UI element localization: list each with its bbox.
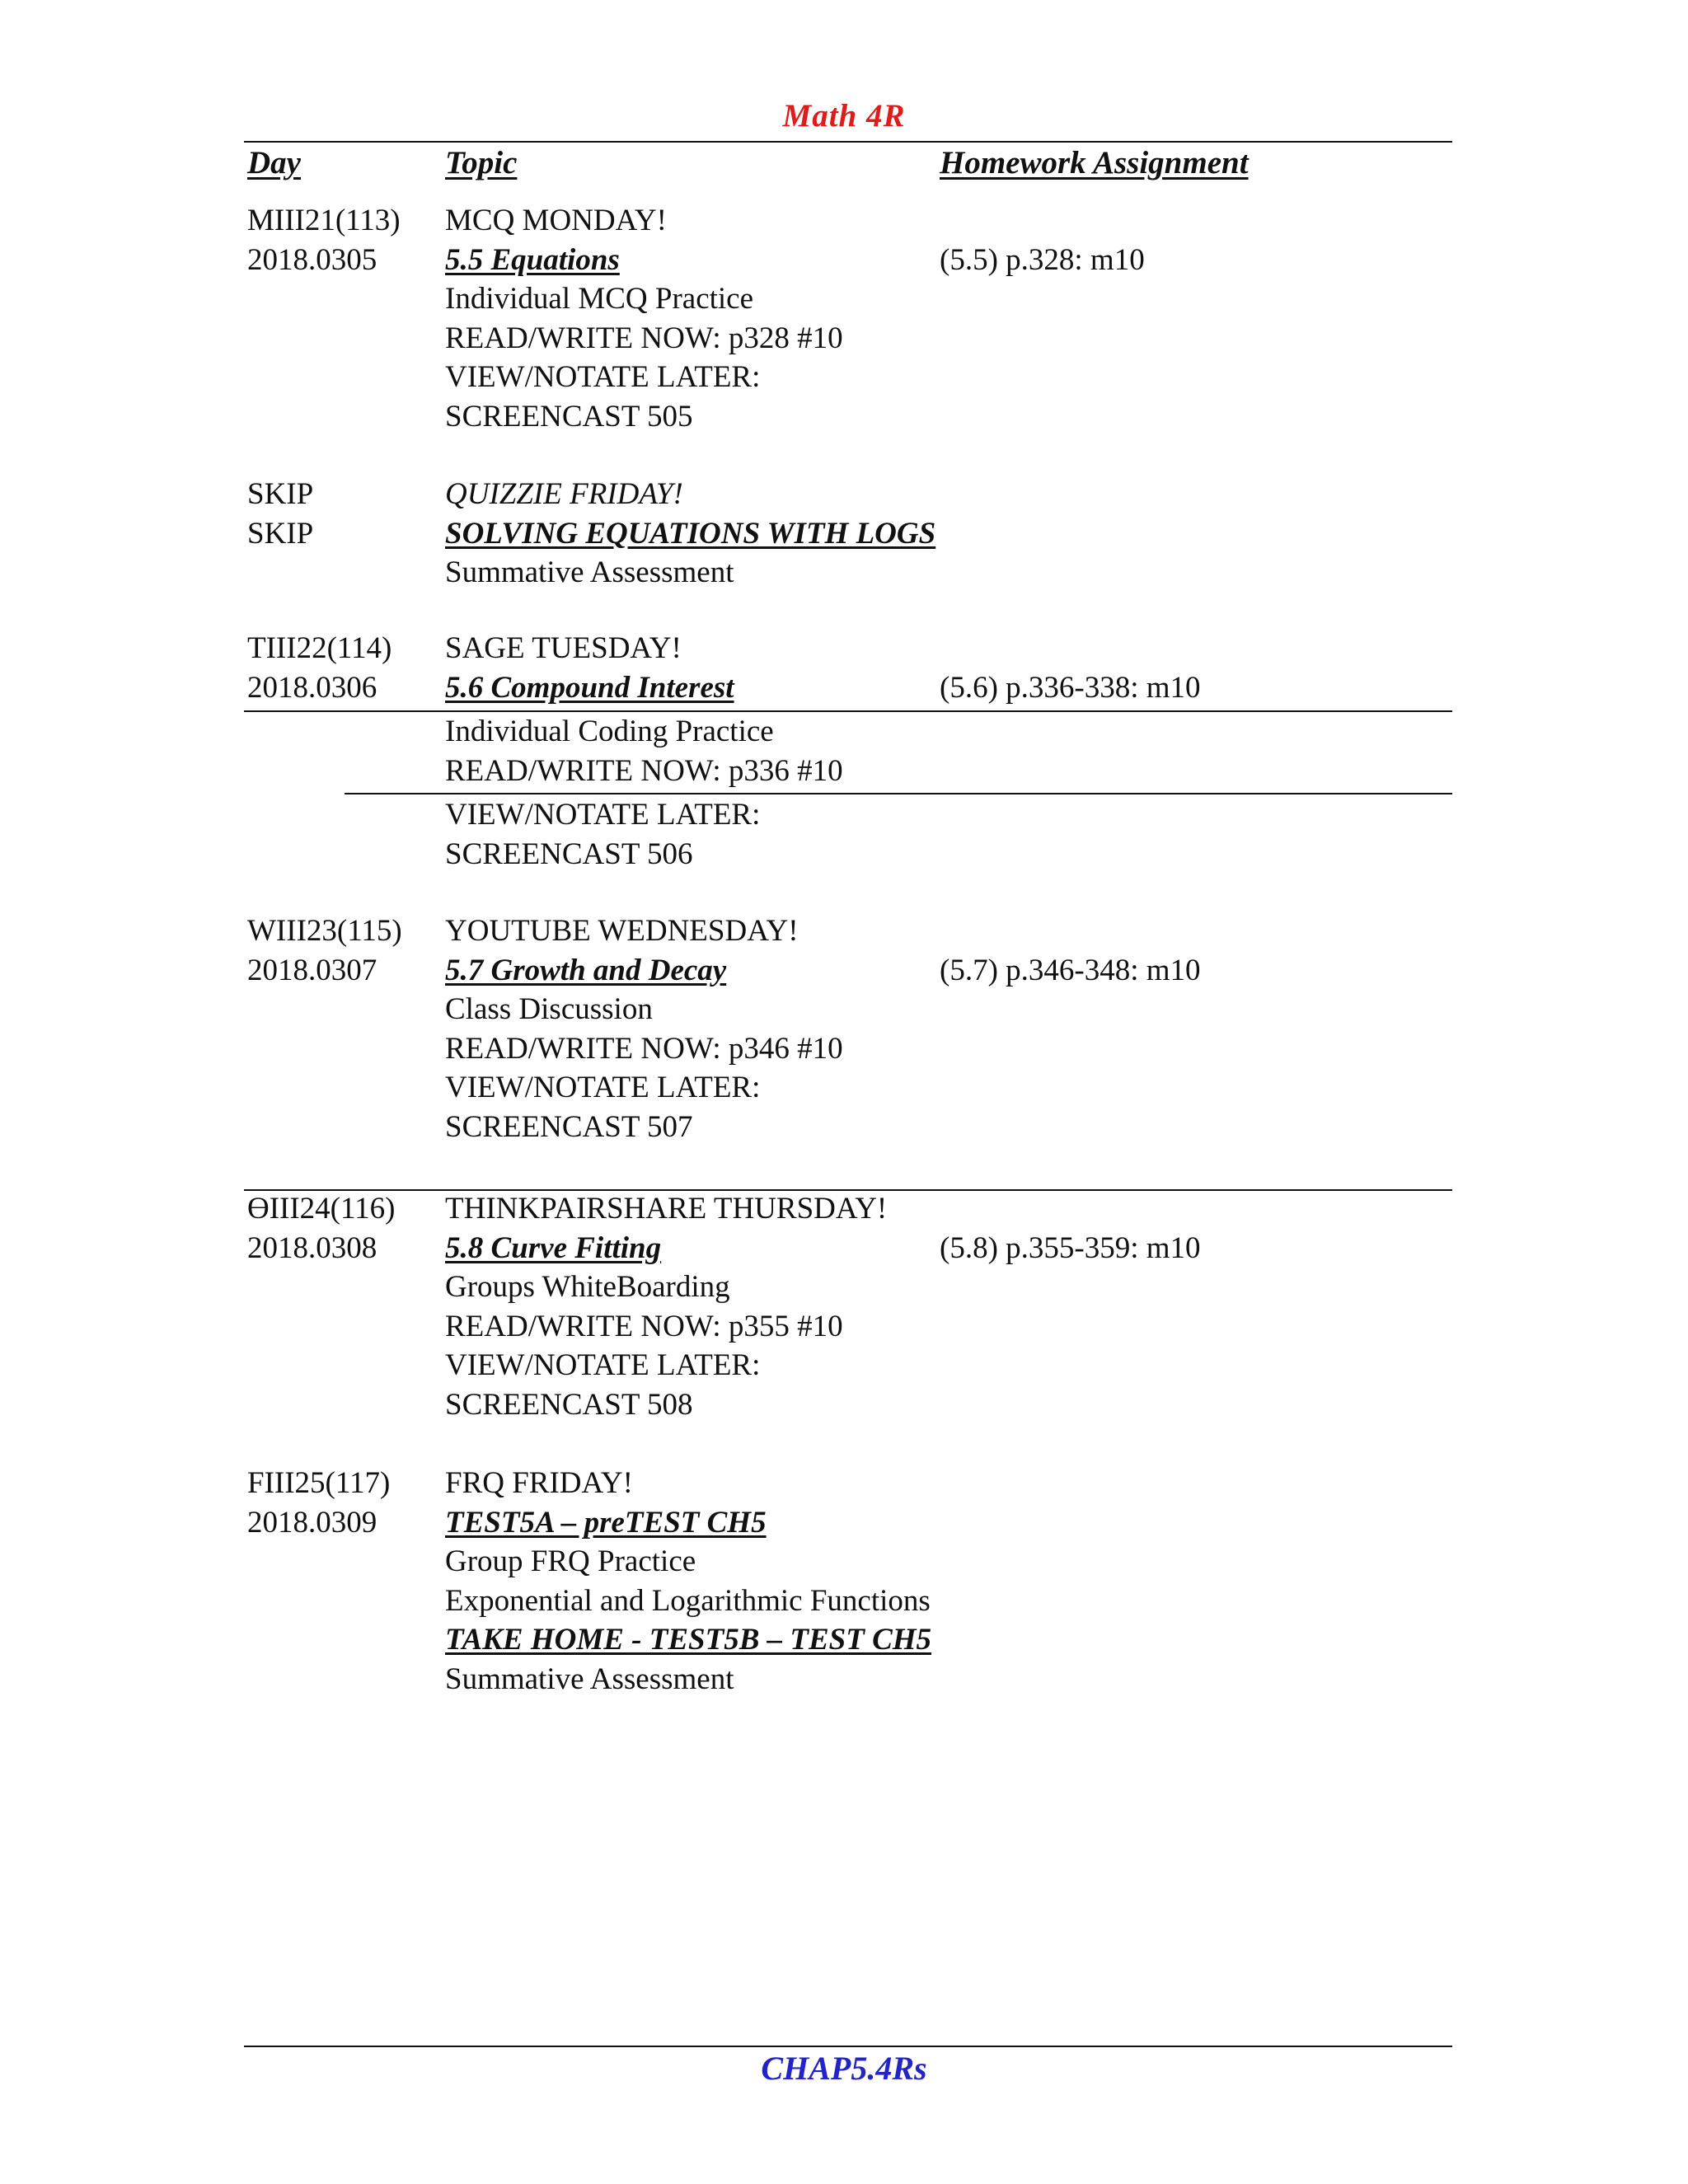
screencast: SCREENCAST 507 [445,1109,693,1144]
day-date: 2018.0305 [247,242,377,277]
homework-assignment: (5.7) p.346-348: m10 [940,953,1201,987]
read-write-now: READ/WRITE NOW: p328 #10 [445,321,843,355]
read-write-now: READ/WRITE NOW: p336 #10 [445,753,843,788]
lesson-title: SOLVING EQUATIONS WITH LOGS [445,516,936,551]
screencast: SCREENCAST 506 [445,837,693,871]
entry-topic [445,475,935,593]
day-theme: MCQ MONDAY! [445,204,667,237]
day-date: SKIP [247,516,314,551]
table-rule [244,710,1452,712]
entry-topic-continued [445,712,843,790]
page-footer: CHAP5.4Rs [761,2050,927,2087]
day-code: MIII21(113) [247,204,401,237]
activity: Groups WhiteBoarding [445,1270,730,1304]
entry-day [247,1464,390,1542]
activity: Summative Assessment [445,555,734,589]
day-theme: QUIZZIE FRIDAY! [445,477,683,511]
header-top-rule [244,141,1452,143]
day-code: FIII25(117) [247,1466,391,1500]
entry-day [247,1189,395,1268]
read-write-now: READ/WRITE NOW: p346 #10 [445,1031,843,1066]
day-code: SKIP [247,477,314,511]
lesson-title-secondary: TAKE HOME - TEST5B – TEST CH5 [445,1623,932,1657]
lesson-title: 5.6 Compound Interest [445,670,734,705]
day-code: TIII22(114) [247,631,392,665]
day-code: ӨIII24(116) [247,1192,396,1226]
entry-topic-continued [445,795,760,874]
day-theme: THINKPAIRSHARE THURSDAY! [445,1192,888,1226]
day-date: 2018.0306 [247,670,377,705]
screencast: SCREENCAST 508 [445,1387,693,1422]
day-code: WIII23(115) [247,914,402,948]
view-notate-later: VIEW/NOTATE LATER: [445,360,761,394]
activity: Group FRQ Practice [445,1544,696,1578]
footer-rule [244,2046,1452,2047]
homework-assignment: (5.8) p.355-359: m10 [940,1230,1201,1265]
entry-day [247,201,401,279]
entry-day [247,629,392,707]
lesson-title: TEST5A – preTEST CH5 [445,1505,767,1540]
day-date: 2018.0308 [247,1230,377,1265]
day-theme: YOUTUBE WEDNESDAY! [445,914,799,948]
column-header-topic: Topic [445,145,518,180]
activity: Individual Coding Practice [445,715,774,748]
page-title: Math 4R [782,98,906,134]
column-header-homework: Homework Assignment [940,145,1249,180]
view-notate-later: VIEW/NOTATE LATER: [445,798,761,832]
day-date: 2018.0307 [247,953,377,987]
day-date: 2018.0309 [247,1505,377,1540]
lesson-title: 5.8 Curve Fitting [445,1230,662,1265]
view-notate-later: VIEW/NOTATE LATER: [445,1071,761,1104]
homework-assignment: (5.5) p.328: m10 [940,242,1145,277]
assessment: Summative Assessment [445,1661,734,1696]
activity: Class Discussion [445,992,653,1026]
activity: Individual MCQ Practice [445,282,754,316]
lesson-title: 5.7 Growth and Decay [445,953,727,987]
entry-topic [445,201,843,436]
screencast: SCREENCAST 505 [445,399,693,434]
entry-day [247,475,313,553]
topic-detail: Exponential and Logarithmic Functions [445,1583,931,1618]
read-write-now: READ/WRITE NOW: p355 #10 [445,1309,843,1343]
day-theme: FRQ FRIDAY! [445,1466,633,1500]
lesson-title: 5.5 Equations [445,242,620,277]
homework-assignment: (5.6) p.336-338: m10 [940,670,1201,705]
column-header-day: Day [247,145,301,180]
view-notate-later: VIEW/NOTATE LATER: [445,1348,761,1382]
entry-day [247,912,402,990]
entry-topic [445,629,734,707]
day-theme: SAGE TUESDAY! [445,631,682,665]
entry-topic [445,1189,887,1424]
table-rule [345,793,1452,794]
entry-topic [445,1464,931,1699]
entry-topic [445,912,843,1146]
